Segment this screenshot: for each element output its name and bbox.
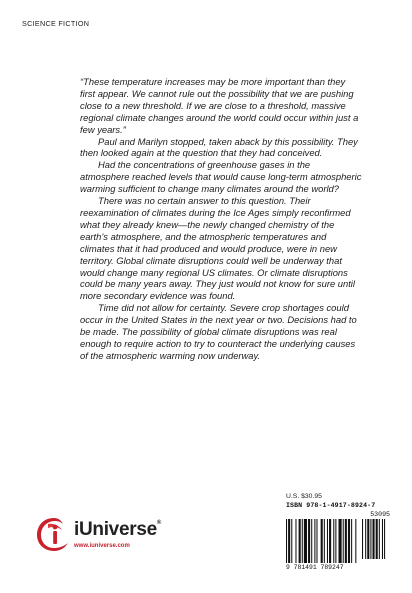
publisher-url: www.iuniverse.com [74,543,130,549]
blurb-paragraph: Time did not allow for certainty. Severe crop shortages could occur in the United States in the next year or two. Decisions had to be made. The possibility of global climate disruptions was real enough to require action to try to counteract the underlying causes of the atmospheric warming now underway. [80,302,357,361]
barcode-digits: 9 781491 789247 [286,564,344,571]
publisher-wordmark [74,519,161,541]
publisher-logo [34,512,174,556]
barcode-bars [286,519,390,563]
isbn-barcode [286,502,390,572]
blurb-text [80,76,362,362]
barcode-addon-number: 53095 [370,511,390,518]
genre-label: SCIENCE FICTION [22,19,90,28]
blurb-paragraph: There was no certain answer to this question. Their reexamination of climates during the Ice Ages simply reconfirmed what they already knew—the newly changed chemistry of the earth’s atmosphere, and the atmospheric temperatures and climates that it had produced and would produce, were in new territory. Global climate disruptions could well be underway that would change many regional US climates. Or climate disruptions could be many years away. They just would not know for sure until more secondary evidence was found. [80,195,355,302]
blurb-paragraph: “These temperature increases may be more important than they first appear. We cannot rule out the possibility that we are pushing close to a new threshold. If we are close to a threshold, massive regional climate changes around the world could occur within just a few years.” [80,76,359,135]
blurb-paragraph: Paul and Marilyn stopped, taken aback by this possibility. They then looked again at the question that they had conceived. [80,135,358,159]
price-label: U.S. $30.95 [286,493,322,500]
registered-mark: ® [156,520,161,526]
publisher-name: iUniverse [74,519,157,540]
blurb-paragraph: Had the concentrations of greenhouse gases in the atmosphere reached levels that would cause long-term atmospheric warming sufficient to change many climates around the world? [80,159,362,195]
isbn-text: ISBN 978-1-4917-8924-7 [286,502,376,509]
iuniverse-swoosh-icon [34,514,74,554]
